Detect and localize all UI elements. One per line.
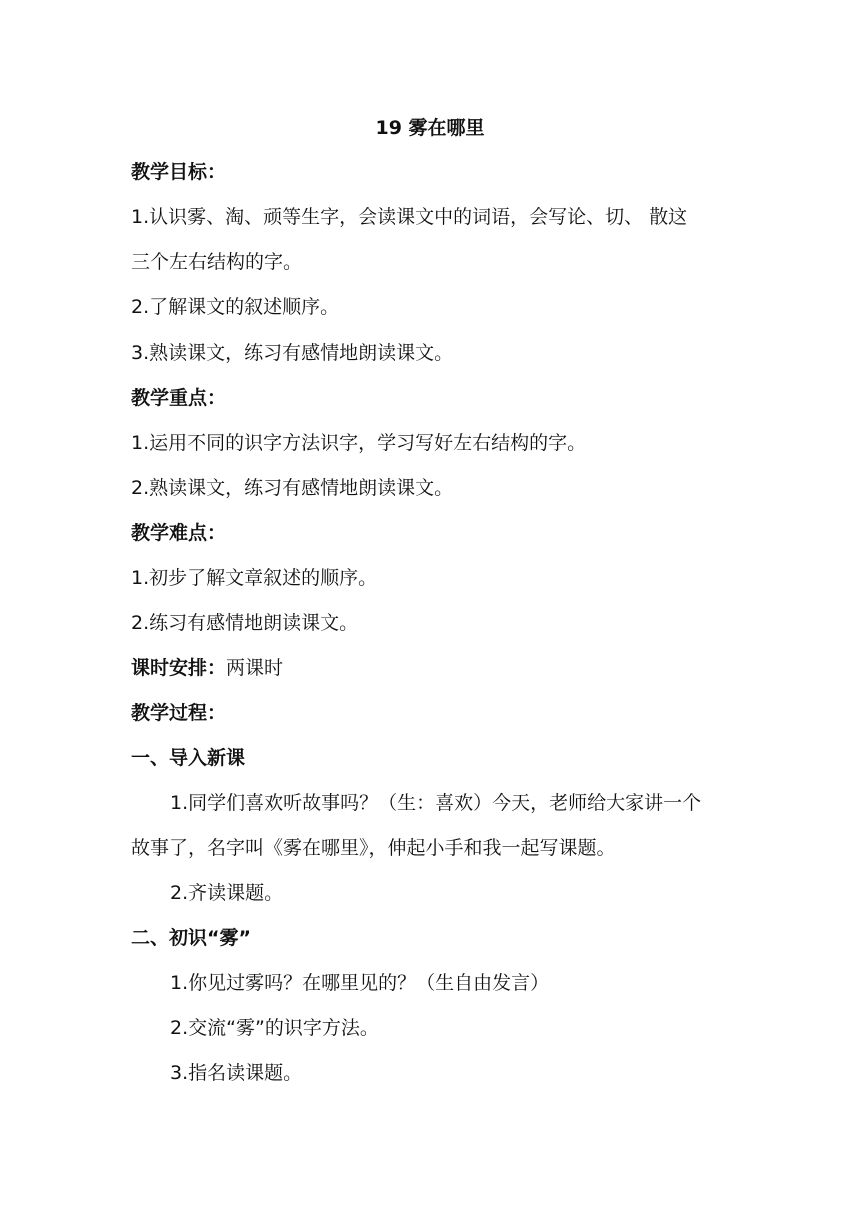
section-1-item-1-line-1: 1.同学们喜欢听故事吗？（生：喜欢）今天，老师给大家讲一个 xyxy=(170,792,702,814)
section-1-item-1-line-2: 故事了，名字叫《雾在哪里》，伸起小手和我一起写课题。 xyxy=(131,837,616,859)
objectives-heading: 教学目标： xyxy=(131,161,227,183)
objective-item-3: 3.熟读课文，练习有感情地朗读课文。 xyxy=(131,342,454,364)
section-1-item-2: 2.齐读课题。 xyxy=(170,882,284,904)
section-1-heading: 一、导入新课 xyxy=(131,747,246,769)
difficulties-heading: 教学难点： xyxy=(131,522,227,544)
schedule-label: 课时安排： xyxy=(131,657,227,679)
difficulty-item-1: 1.初步了解文章叙述的顺序。 xyxy=(131,567,378,589)
objective-item-1-line-2: 三个左右结构的字。 xyxy=(131,251,303,273)
process-heading: 教学过程： xyxy=(131,702,227,724)
section-2-item-2: 2.交流“雾”的识字方法。 xyxy=(170,1017,379,1039)
objective-item-2: 2.了解课文的叙述顺序。 xyxy=(131,296,340,318)
section-2-heading: 二、初识“雾” xyxy=(131,927,251,949)
key-point-item-2: 2.熟读课文，练习有感情地朗读课文。 xyxy=(131,477,454,499)
document-title: 19 雾在哪里 xyxy=(375,117,485,139)
difficulty-item-2: 2.练习有感情地朗读课文。 xyxy=(131,612,359,634)
key-point-item-1: 1.运用不同的识字方法识字，学习写好左右结构的字。 xyxy=(131,432,587,454)
schedule-value: 两课时 xyxy=(226,657,284,679)
objective-item-1-line-1: 1.认识雾、淘、顽等生字，会读课文中的词语，会写论、切、 散这 xyxy=(131,206,688,228)
schedule-line xyxy=(131,654,751,682)
key-points-heading: 教学重点： xyxy=(131,387,227,409)
section-2-item-3: 3.指名读课题。 xyxy=(170,1062,303,1084)
section-2-item-1: 1.你见过雾吗？在哪里见的？（生自由发言） xyxy=(170,972,550,994)
